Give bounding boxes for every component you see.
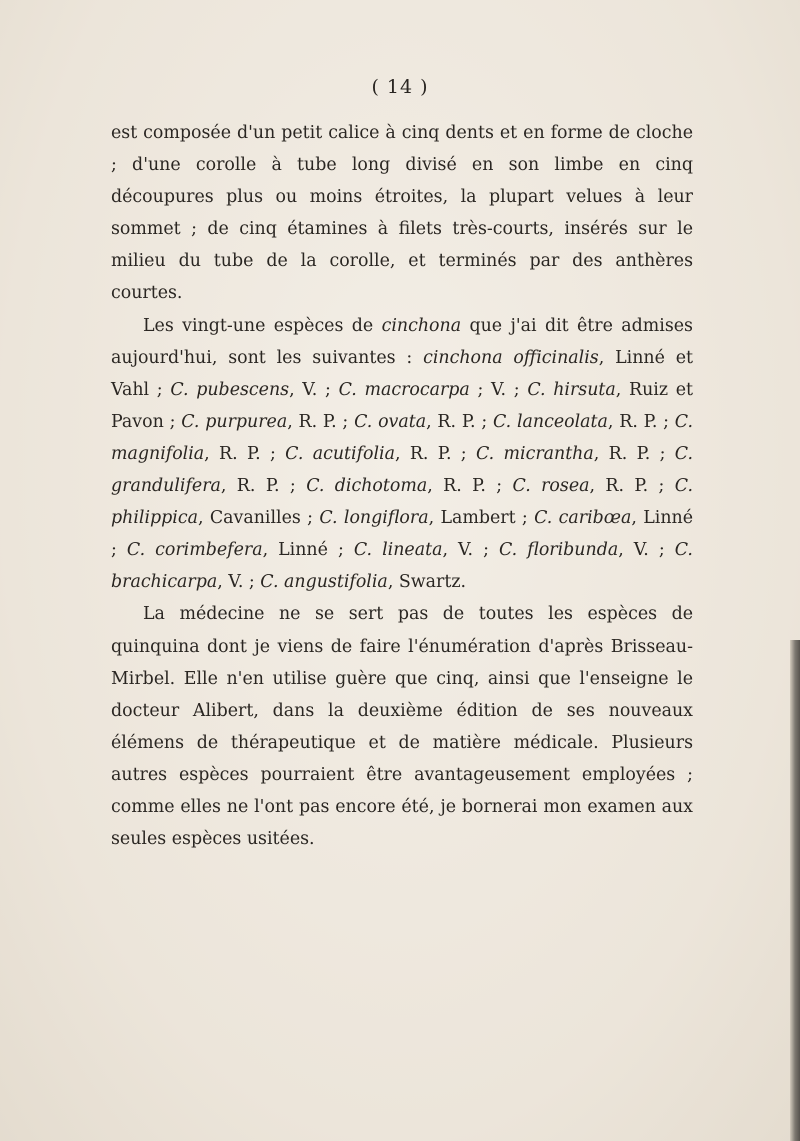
text-run: , Linné ;	[111, 508, 694, 561]
species-name: C. floribunda	[498, 540, 619, 561]
page-number: ( 14 )	[371, 76, 429, 98]
text-run: est composée d'un petit calice à cinq dents et en forme de cloche ; d'une corolle à tube long divisé en son limbe en cinq découpures plus ou moins étroites, la plupart velues à leur sommet ; de cinq étamines à filets très-courts, insérés sur le milieu du tube de la corolle, et terminés par des anthères courtes.	[111, 123, 693, 304]
species-name: C. pubescens	[170, 379, 290, 400]
paragraph-2	[111, 310, 693, 599]
species-name: C. lanceolata	[492, 411, 608, 432]
text-run: , Swartz.	[387, 572, 467, 593]
text-run: , Linné ;	[262, 540, 354, 561]
species-name: C. rosea	[512, 476, 590, 497]
species-name: C. dichotoma	[306, 476, 428, 497]
text-run: ; V. ;	[469, 379, 528, 400]
species-name: C. grandulifera	[111, 443, 693, 497]
species-name: cinchona	[381, 315, 462, 336]
text-run: , Linné et Vahl ;	[111, 347, 694, 400]
species-name: C. corimbefera	[126, 540, 263, 561]
text-run: , R. P. ;	[394, 443, 476, 464]
species-name: C. hirsuta	[527, 379, 616, 400]
text-run: , V. ;	[618, 540, 675, 561]
text-run: , R. P. ;	[593, 443, 675, 464]
text-run: que j'ai dit être admises aujourd'hui, sont les suivantes :	[111, 315, 693, 368]
species-name: C. brachicarpa	[111, 540, 693, 593]
text-run: , R. P. ;	[287, 411, 355, 432]
paragraph-1	[111, 117, 693, 310]
text-run: , R. P. ;	[427, 476, 513, 497]
species-name: C. longiflora	[319, 508, 429, 529]
species-name: C. magnifolia	[111, 411, 694, 464]
species-name: C. purpurea	[181, 411, 288, 432]
page-edge-shadow	[790, 640, 800, 1141]
species-name: C. macrocarpa	[338, 379, 470, 400]
text-run: , R. P. ;	[426, 411, 493, 432]
species-name: C. caribœa	[534, 508, 632, 529]
text-run: , V. ;	[217, 572, 261, 593]
body-text	[111, 117, 693, 855]
species-name: cinchona officinalis	[423, 347, 599, 368]
text-run: , Cavanilles ;	[197, 508, 320, 529]
species-name: C. micrantha	[475, 443, 594, 464]
species-name: C. philippica	[111, 476, 694, 529]
text-run: , V. ;	[442, 540, 499, 561]
paragraph-3	[111, 598, 693, 855]
text-run: , Ruiz et Pavon ;	[111, 379, 693, 432]
species-name: C. angustifolia	[260, 572, 388, 593]
text-run: , Lambert ;	[428, 508, 535, 529]
text-run: , R. P. ;	[607, 411, 675, 432]
text-run: , R. P. ;	[204, 443, 286, 464]
text-run: , R. P. ;	[220, 476, 307, 497]
species-name: C. ovata	[354, 411, 427, 432]
text-run: Les vingt-une espèces de	[143, 315, 382, 336]
species-name: C. lineata	[353, 540, 443, 561]
species-name: C. acutifolia	[285, 443, 395, 464]
text-run: , R. P. ;	[589, 476, 675, 497]
text-run: La médecine ne se sert pas de toutes les espèces de quinquina dont je viens de faire l'énumération d'après Brisseau-Mirbel. Elle n'en utilise guère que cinq, ainsi que l'enseigne le docteur Alibert, dans la deuxième édition de ses nouveaux élémens de thérapeutique et de matière médicale. Plusieurs autres espèces pourraient être avantageusement employées ; comme elles ne l'ont pas encore été, je bornerai mon examen aux seules espèces usitées.	[111, 604, 693, 850]
text-run: , V. ;	[289, 379, 339, 400]
